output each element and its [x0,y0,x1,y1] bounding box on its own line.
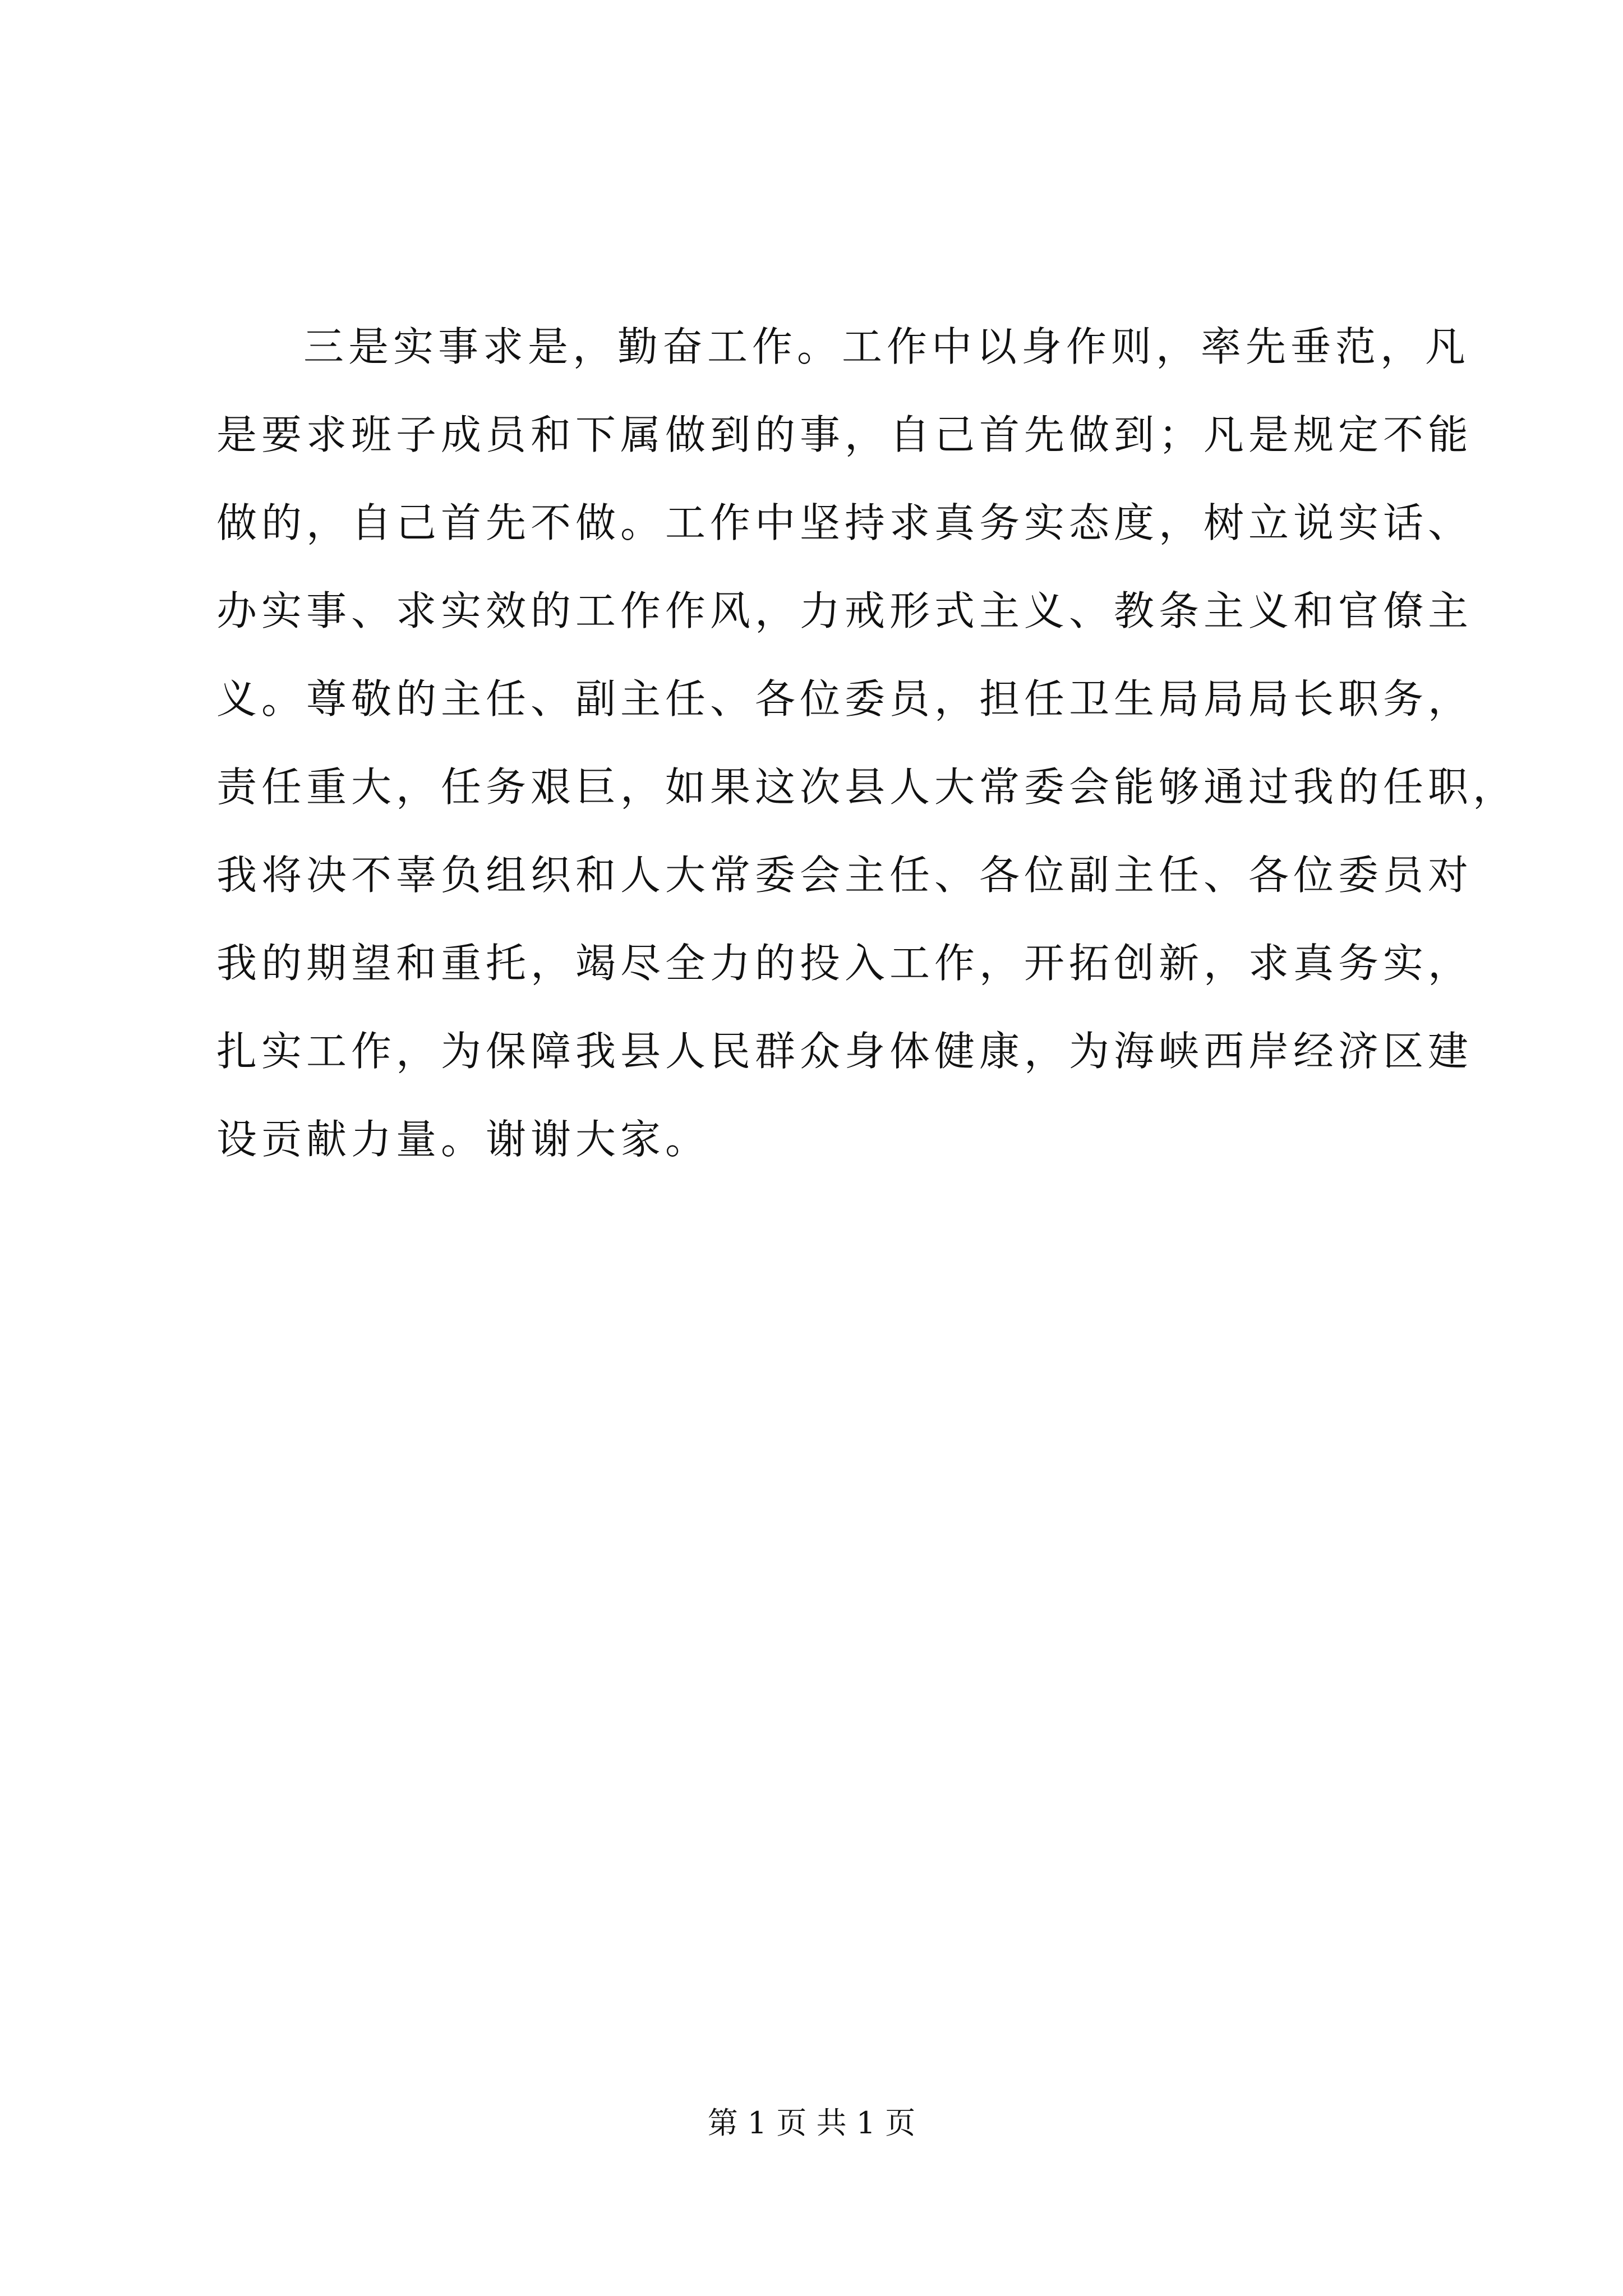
text-line: 我的期望和重托，竭尽全力的投入工作，开拓创新，求真务实， [216,940,1473,987]
text-line: 责任重大，任务艰巨，如果这次县人大常委会能够通过我的任职， [216,763,1518,811]
text-line: 三是实事求是，勤奋工作。工作中以身作则，率先垂范，凡 [303,323,1470,370]
text-line: 办实事、求实效的工作作风，力戒形式主义、教条主义和官僚主 [216,587,1473,634]
text-line: 扎实工作，为保障我县人民群众身体健康，为海峡西岸经济区建 [216,1028,1473,1075]
text-line: 我将决不辜负组织和人大常委会主任、各位副主任、各位委员对 [216,852,1473,899]
text-line: 是要求班子成员和下属做到的事，自己首先做到；凡是规定不能 [216,411,1473,458]
text-line: 义。尊敬的主任、副主任、各位委员，担任卫生局局局长职务， [216,675,1473,723]
page-footer: 第 1 页 共 1 页 [707,2105,916,2141]
text-line: 做的，自己首先不做。工作中坚持求真务实态度，树立说实话、 [216,499,1473,546]
text-line: 设贡献力量。谢谢大家。 [216,1116,711,1163]
body-paragraph [216,303,1518,1184]
